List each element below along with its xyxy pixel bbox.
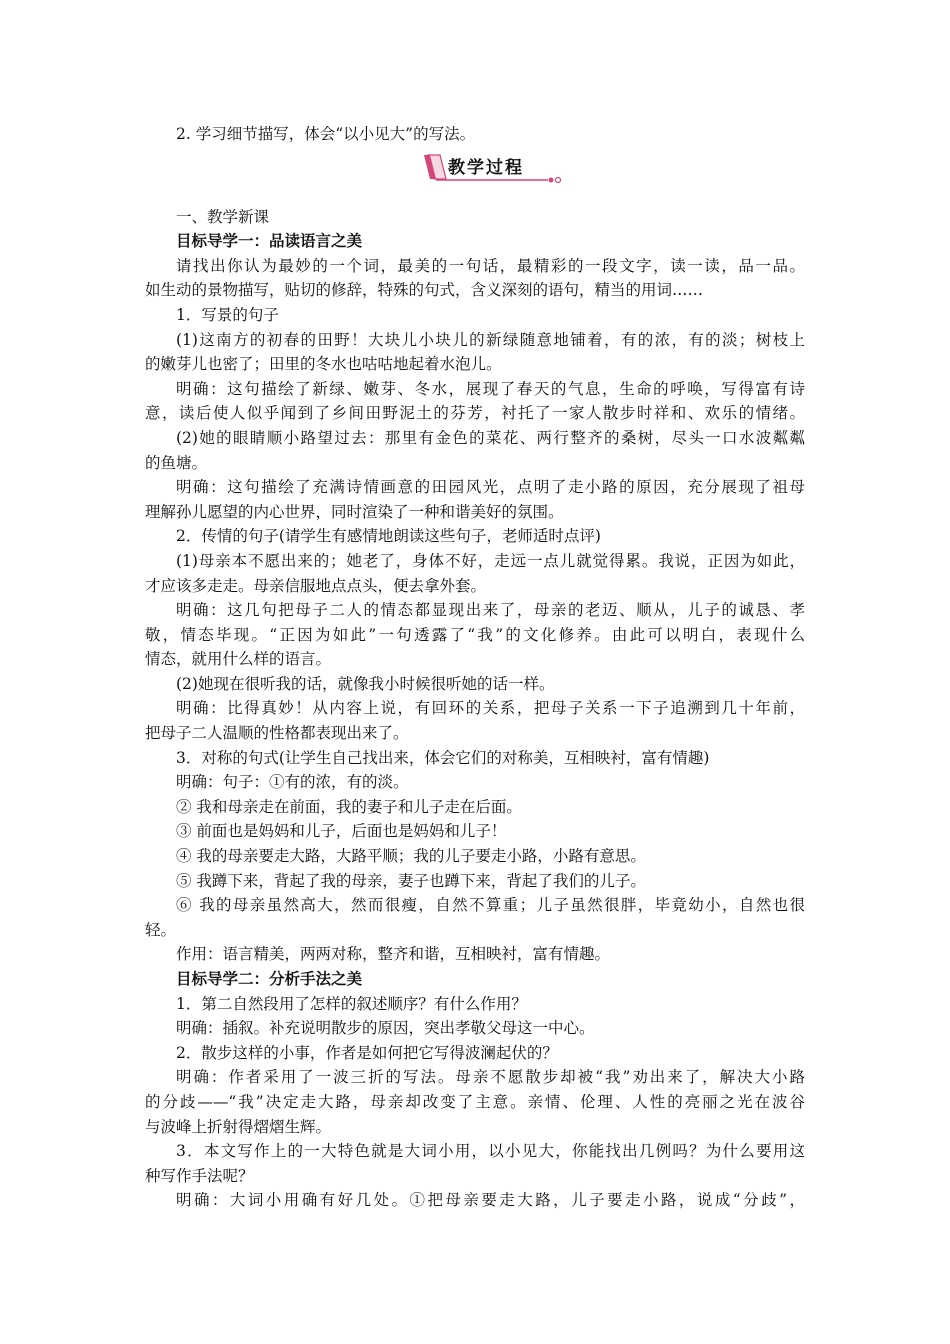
text-line: ③ 前面也是妈妈和儿子，后面也是妈妈和儿子！ (176, 822, 507, 841)
text-line: 3．本文写作上的一大特色就是大词小用，以小见大，你能找出几例吗？为什么要用这 (176, 1142, 805, 1161)
text-line: 的鱼塘。 (145, 453, 208, 472)
text-line: 一、教学新课 (176, 207, 270, 226)
text-line: ⑥ 我的母亲虽然高大，然而很瘦，自然不算重；儿子虽然很胖，毕竟幼小，自然也很 (176, 896, 805, 915)
section-heading: 目标导学二：分析手法之美 (176, 969, 363, 988)
text-line: 才应该多走走。母亲信服地点点头，便去拿外套。 (145, 576, 487, 595)
text-line: 明确：这句描绘了新绿、嫩芽、冬水，展现了春天的气息，生命的呼唤，写得富有诗 (176, 379, 805, 398)
text-line: 的分歧——“我”决定走大路，母亲却改变了主意。亲情、伦理、人性的亮丽之光在波谷 (145, 1092, 805, 1111)
text-line: 与波峰上折射得熠熠生辉。 (145, 1117, 332, 1136)
text-line: 1．写景的句子 (176, 305, 279, 324)
text-line: 的嫩芽儿也密了；田里的冬水也咕咕地起着水泡儿。 (145, 355, 502, 374)
text-line: 敬，情态毕现。“正因为如此”一句透露了“我”的文化修养。由此可以明白，表现什么 (145, 625, 805, 644)
text-line: 明确：这几句把母子二人的情态都显现出来了，母亲的老迈、顺从，儿子的诚恳、孝 (176, 601, 805, 620)
body-text (145, 205, 805, 1213)
text-line: (2)她现在很听我的话，就像我小时候很听她的话一样。 (176, 674, 555, 693)
text-line: 种写作手法呢？ (145, 1166, 254, 1185)
text-line: 1．第二自然段用了怎样的叙述顺序？有什么作用？ (176, 994, 527, 1013)
text-line: 明确：作者采用了一波三折的写法。母亲不愿散步却被“我”劝出来了，解决大小路 (176, 1068, 805, 1087)
text-line: 理解孙儿愿望的内心世界，同时渲染了一种和谐美好的氛围。 (145, 502, 564, 521)
text-line: 2．散步这样的小事，作者是如何把它写得波澜起伏的？ (176, 1043, 558, 1062)
text-line: ② 我和母亲走在前面，我的妻子和儿子走在后面。 (176, 797, 522, 816)
section-heading: 目标导学一：品读语言之美 (176, 231, 363, 251)
text-line: 把母子二人温顺的性格都表现出来了。 (145, 724, 409, 743)
text-line: 明确：插叙。补充说明散步的原因，突出孝敬父母这一中心。 (176, 1019, 595, 1038)
text-line: 轻。 (145, 920, 177, 939)
text-line: 明确：比得真妙！从内容上说，有回环的关系，把母子关系一下子追溯到几十年前， (176, 699, 805, 718)
text-line: ⑤ 我蹲下来，背起了我的母亲，妻子也蹲下来，背起了我们的儿子。 (176, 871, 646, 890)
text-line: 明确：大词小用确有好几处。①把母亲要走大路，儿子要走小路，说成“分歧”， (176, 1191, 805, 1210)
section-banner-title: 教学过程 (448, 157, 524, 178)
text-line: (1)母亲本不愿出来的；她老了，身体不好，走远一点儿就觉得累。我说，正因为如此， (176, 551, 805, 570)
text-line: 明确：句子：①有的浓，有的淡。 (176, 773, 409, 792)
document-page (145, 122, 805, 1213)
text-line: 如生动的景物描写，贴切的修辞，特殊的句式，含义深刻的语句，精当的用词…… (145, 281, 704, 300)
section-banner-wrap (145, 147, 805, 205)
text-line: 请找出你认为最妙的一个词，最美的一句话，最精彩的一段文字，读一读，品一品。 (176, 256, 805, 275)
text-line: (1)这南方的初春的田野！大块儿小块儿的新绿随意地铺着，有的浓，有的淡；树枝上 (176, 330, 805, 349)
text-line: 意，读后使人似乎闻到了乡间田野泥土的芬芳，衬托了一家人散步时祥和、欢乐的情绪。 (145, 404, 805, 423)
text-line: (2)她的眼睛顺小路望过去：那里有金色的菜花、两行整齐的桑树，尽头一口水波粼粼 (176, 428, 805, 447)
objective-line: 2. 学习细节描写，体会“以小见大”的写法。 (176, 125, 476, 143)
text-line: 2．传情的句子(请学生有感情地朗读这些句子，老师适时点评) (176, 527, 601, 546)
text-line: 情态，就用什么样的语言。 (145, 650, 332, 669)
text-line: 明确：这句描绘了充满诗情画意的田园风光，点明了走小路的原因，充分展现了祖母 (176, 478, 805, 497)
text-line: ④ 我的母亲要走大路，大路平顺；我的儿子要走小路，小路有意思。 (176, 847, 646, 866)
text-line: 作用：语言精美，两两对称，整齐和谐，互相映衬，富有情趣。 (176, 945, 611, 964)
section-banner (422, 151, 562, 183)
text-line: 3．对称的句式(让学生自己找出来，体会它们的对称美，互相映衬，富有情趣) (176, 748, 710, 767)
